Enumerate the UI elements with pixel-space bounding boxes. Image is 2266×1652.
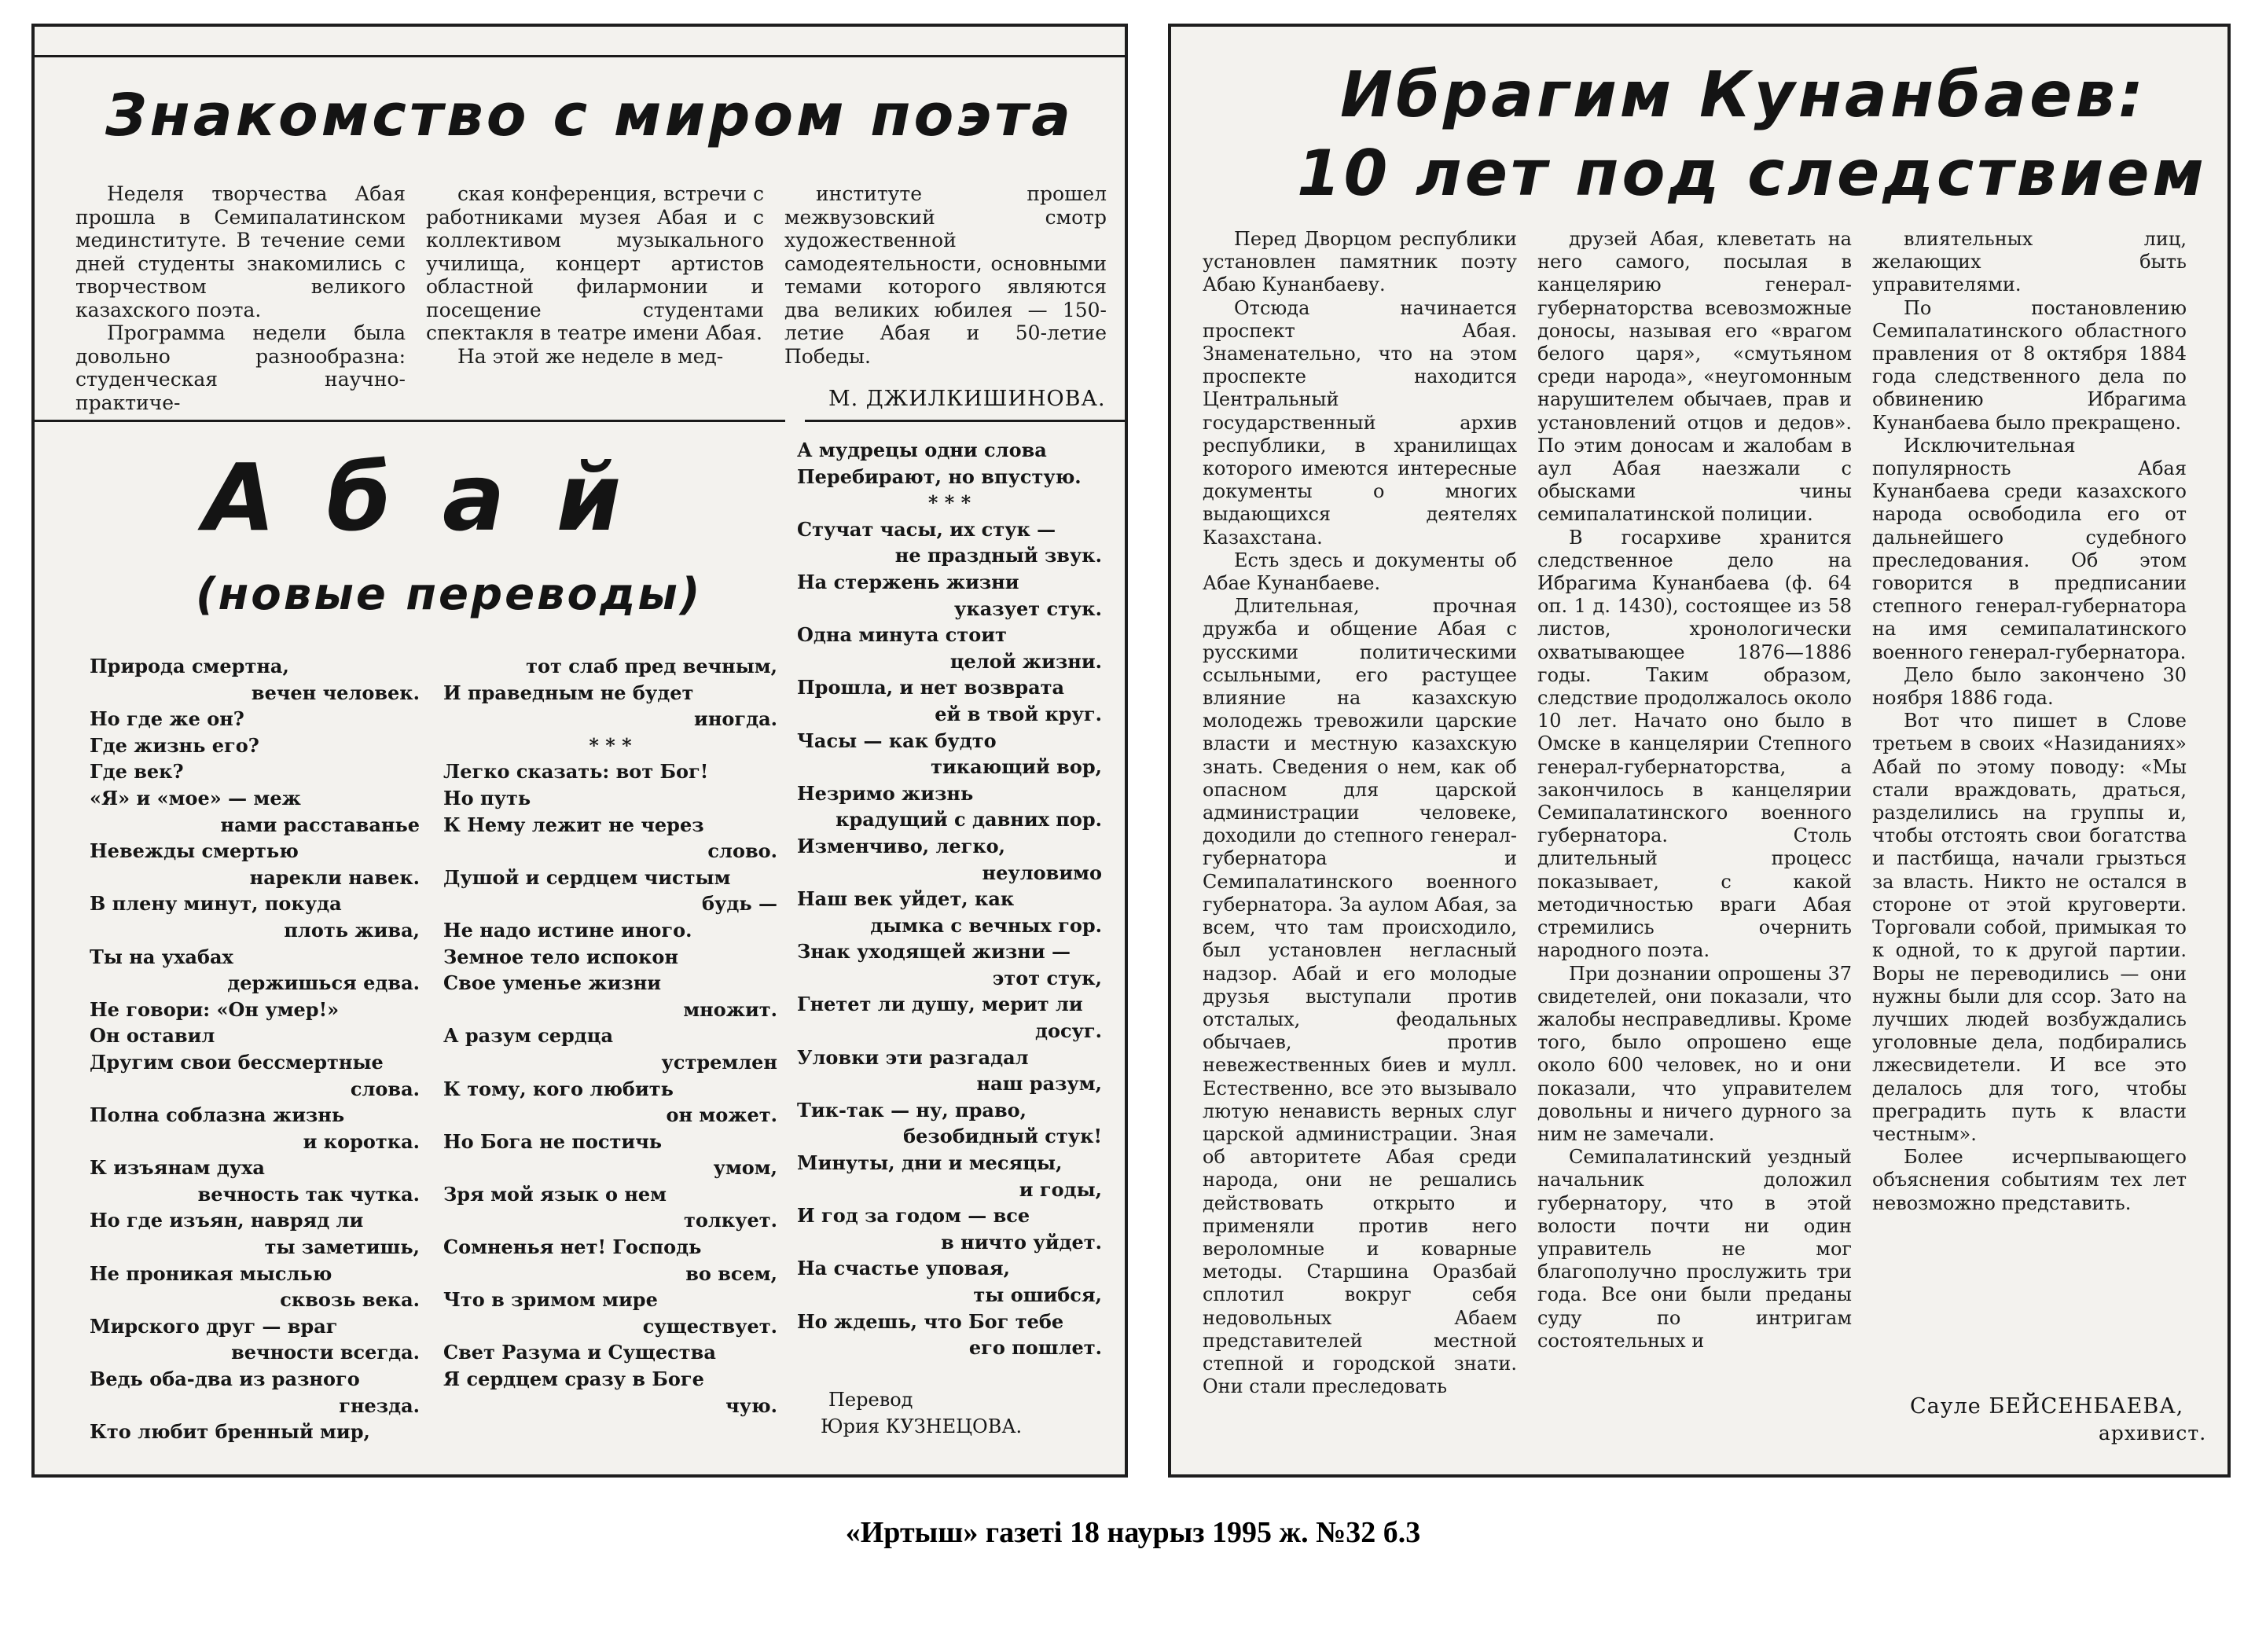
poem-line: нарекли навек. bbox=[249, 865, 420, 889]
article-headline-line-2: 10 лет под следствием bbox=[1297, 137, 2207, 210]
poem-column-3 bbox=[797, 437, 1102, 1441]
article-paragraph: Длительная, прочная дружба и общение Абая с русскими политическими ссыльными, его растущее влияние на казахскую молодежь тревожили царские власти и местную казахскую знать. Сведения о нем, как об опасном для царской администрации человеке, доходили до степного генерал-губернатора и Семипалатинского военного губернатора. За аулом Абая, за всем, что там происходило, был установлен негласный надзор. Абай и его молодые друзья выступали против отсталых, феодальных обычаев, против невежественных биев и мулл. Естественно, все это вызывало лютую ненависть верных слуг царской администрации. Зная об авторитете Абая среди народа, они не решались действовать открыто и применяли против него вероломные и коварные методы. Старшина Оразбай сплотил вокруг себя недовольных Абаем представителей местной степной и городской знати. Они стали преследовать bbox=[1203, 595, 1517, 1398]
poem-line: чую. bbox=[725, 1393, 777, 1417]
poem-line: Стучат часы, их стук — bbox=[797, 517, 1056, 541]
poem-column-2 bbox=[443, 653, 777, 1419]
article-paragraph: Неделя творчества Абая прошла в Семипалатинском мединституте. В течение семи дней студенты знакомились с творчеством великого казахского поэта. bbox=[75, 182, 406, 321]
article-paragraph: Более исчерпывающего объяснения событиям тех лет невозможно представить. bbox=[1872, 1146, 2187, 1214]
poem-line: этот стук, bbox=[992, 966, 1102, 989]
poem-line: А разум сердца bbox=[443, 1024, 614, 1048]
section-divider-rule-right bbox=[805, 420, 1125, 422]
signature-title: архивист. bbox=[2099, 1422, 2207, 1445]
poem-line: слово. bbox=[707, 839, 777, 863]
poem-column-1 bbox=[90, 653, 420, 1445]
poem-line: ты ошибся, bbox=[973, 1283, 1102, 1306]
article-paragraph: На этой же неделе в мед- bbox=[457, 344, 724, 368]
poem-line: Свет Разума и Существа bbox=[443, 1341, 716, 1364]
poem-line: В плену минут, покуда bbox=[90, 892, 342, 916]
article-paragraph: Дело было закончено 30 ноября 1886 года. bbox=[1872, 663, 2187, 710]
poem-line: досуг. bbox=[1034, 1019, 1102, 1043]
poem-line: и коротка. bbox=[303, 1129, 420, 1153]
page-caption: «Иртыш» газеті 18 наурыз 1995 ж. №32 б.3 bbox=[845, 1516, 1421, 1549]
article-paragraph: Есть здесь и документы об Абае Кунанбаеве. bbox=[1203, 549, 1517, 595]
poem-line: К Нему лежит не через bbox=[443, 813, 704, 836]
poem-line: Но путь bbox=[443, 786, 531, 809]
poem-line: Прошла, и нет возврата bbox=[797, 676, 1065, 699]
poem-line: Невежды смертью bbox=[90, 839, 299, 863]
article-paragraph: друзей Абая, клеветать на него самого, посылая в канцелярию генерал-губернаторства всевозможные доносы, называя его «врагом белого царя», «смутьяном среди народа», «неугомонным нарушителем обычаев, прав и установлений отцов и дедов». По этим доносам и жалобам в аул Абая наезжали с обысками чины семипалатинской полиции. bbox=[1537, 228, 1852, 526]
article-paragraph: Перед Дворцом республики установлен памятник поэту Абаю Кунанбаеву. bbox=[1203, 228, 1517, 296]
article-paragraph: В госархиве хранится следственное дело на Ибрагима Кунанбаева (ф. 64 оп. 1 д. 1430), состоящее из 58 листов, хронологически охватывающее 1876—1886 годы. Таким образом, следствие продолжалось около 10 лет. Начато оно было в Омске в канцелярии Степного генерал-губернаторства, а закончилось в канцелярии Семипалатинского военного губернатора. Столь длительный процесс показывает, с какой методичностью враги Абая стремились очернить народного поэта. bbox=[1537, 526, 1852, 962]
poem-line: плоть жива, bbox=[284, 918, 420, 942]
article-column-1 bbox=[1203, 228, 1517, 1398]
poem-line: вечен человек. bbox=[251, 681, 420, 704]
poem-line: Я сердцем сразу в Боге bbox=[443, 1367, 704, 1391]
poem-line: крадущий с давних пор. bbox=[836, 808, 1102, 832]
poem-line: Но где изъян, навряд ли bbox=[90, 1209, 364, 1232]
article-column-2 bbox=[426, 182, 764, 368]
poem-subtitle: (новые переводы) bbox=[196, 569, 703, 620]
poem-line: его пошлет. bbox=[968, 1336, 1102, 1360]
poem-line bbox=[797, 1361, 1102, 1388]
poem-line: ей в твой круг. bbox=[935, 702, 1102, 725]
poem-line: Мирского друг — враг bbox=[90, 1314, 338, 1338]
poem-line: нами расставанье bbox=[220, 813, 420, 836]
poem-line: сквозь века. bbox=[280, 1288, 420, 1312]
poem-line: Перевод bbox=[828, 1389, 913, 1412]
poem-line: На стержень жизни bbox=[797, 570, 1019, 593]
article-signature: М. ДЖИЛКИШИНОВА. bbox=[828, 387, 1106, 411]
poem-line: Наш век уйдет, как bbox=[797, 887, 1015, 911]
article-column-3 bbox=[1872, 228, 2187, 1215]
poem-line: На счастье уповая, bbox=[797, 1257, 1010, 1280]
poem-line: Он оставил bbox=[90, 1024, 215, 1048]
poem-line: иногда. bbox=[694, 707, 777, 731]
poem-line: «Я» и «мое» — меж bbox=[90, 786, 301, 809]
article-paragraph: ская конференция, встречи с работниками музея Абая и с коллективом музыкального училища, концерт артистов областной филармонии и посещение студентами спектакля в театре имени Абая. bbox=[426, 182, 764, 344]
poem-line: Одна минута стоит bbox=[797, 623, 1007, 647]
article-paragraph: Исключительная популярность Абая Кунанбаева среди казахского народа освободила его от дальнейшего судебного преследования. Об этом говорится в предписании степного генерал-губернатора на имя семипалатинского военного генерал-губернатора. bbox=[1872, 434, 2187, 663]
poem-line: толкует. bbox=[684, 1209, 777, 1232]
article-paragraph: влиятельных лиц, желающих быть управителями. bbox=[1872, 228, 2187, 296]
poem-line: Часы — как будто bbox=[797, 729, 997, 752]
poem-line: Полна соблазна жизнь bbox=[90, 1103, 345, 1127]
poem-line: Другим свои бессмертные bbox=[90, 1050, 384, 1074]
poem-line: И праведным не будет bbox=[443, 681, 694, 704]
poem-line: наш разум, bbox=[976, 1072, 1102, 1096]
top-rule bbox=[35, 55, 1125, 57]
poem-line: Земное тело испокон bbox=[443, 945, 678, 968]
article-paragraph: институте прошел межвузовский смотр художественной самодеятельности, основными темами которого являются два великих юбилея — 150-летие Абая и 50-летие Победы. bbox=[784, 182, 1107, 368]
article-headline-line-1: Ибрагим Кунанбаев: bbox=[1340, 58, 2147, 131]
article-column-2 bbox=[1537, 228, 1852, 1353]
poem-line: во всем, bbox=[685, 1261, 777, 1285]
poem-line: дымка с вечных гор. bbox=[870, 913, 1102, 937]
poem-line: вечности всегда. bbox=[231, 1341, 420, 1364]
poem-line: слова. bbox=[350, 1077, 420, 1100]
article-paragraph: При дознании опрошены 37 свидетелей, они показали, что жалобы несправедливы. Кроме того, было опрошено еще около 600 человек, но и они показали, что управителем довольны и ничего дурного за ним не замечали. bbox=[1537, 962, 1852, 1145]
poem-line: Природа смертна, bbox=[90, 655, 289, 677]
article-paragraph: Отсюда начинается проспект Абая. Знаменательно, что на этом проспекте находится Центральный государственный архив республики, в хранилищах которого имеются интересные документы о многих выдающихся деятелях Казахстана. bbox=[1203, 296, 1517, 549]
poem-line: он может. bbox=[666, 1103, 777, 1127]
article-column-3 bbox=[784, 182, 1107, 368]
poem-line: К изъянам духа bbox=[90, 1156, 265, 1180]
poem-line: неуловимо bbox=[982, 861, 1102, 884]
article-headline: Знакомство с миром поэта bbox=[105, 82, 1074, 149]
poem-line: Не надо истине иного. bbox=[443, 918, 692, 942]
poem-line: Гнетет ли душу, мерит ли bbox=[797, 993, 1083, 1016]
poem-separator: * * * bbox=[927, 491, 971, 515]
poem-line: Уловки эти разгадал bbox=[797, 1045, 1029, 1069]
poem-line: Свое уменье жизни bbox=[443, 971, 662, 995]
poem-line: Но Бога не постичь bbox=[443, 1129, 663, 1153]
poem-line: целой жизни. bbox=[949, 649, 1102, 673]
poem-line: гнезда. bbox=[339, 1393, 420, 1417]
poem-line: Зря мой язык о нем bbox=[443, 1182, 667, 1206]
poem-line: Изменчиво, легко, bbox=[797, 834, 1006, 857]
poem-line: вечность так чутка. bbox=[197, 1182, 420, 1206]
poem-line: держишься едва. bbox=[227, 971, 420, 995]
poem-line: Перебирают, но впустую. bbox=[797, 464, 1082, 488]
poem-line: тикающий вор, bbox=[931, 755, 1102, 779]
poem-line: существует. bbox=[642, 1314, 777, 1338]
article-paragraph: Семипалатинский уездный начальник доложил губернатору, что в этой волости почти ни один управитель не мог благополучно прослужить три года. Все они были преданы суду по интригам состоятельных и bbox=[1537, 1146, 1852, 1352]
poem-line: Душой и сердцем чистым bbox=[443, 865, 731, 889]
poem-line: множит. bbox=[683, 997, 777, 1021]
poem-line: Кто любит бренный мир, bbox=[90, 1420, 370, 1444]
poem-line: И год за годом — все bbox=[797, 1204, 1030, 1228]
section-divider-rule bbox=[35, 420, 785, 422]
poem-line: умом, bbox=[713, 1156, 777, 1180]
poem-line: тот слаб пред вечным, bbox=[526, 655, 777, 677]
signature-name: Сауле БЕЙСЕНБАЕВА, bbox=[1910, 1394, 2184, 1419]
article-paragraph: Вот что пишет в Слове третьем в своих «Назиданиях» Абай по этому поводу: «Мы стали враждовать, драться, разделились на группы и, чтобы отстоять свои богатства и пастбища, начали грызться за власть. Никто не остался в стороне от этой круговерти. Торговали собой, примыкая то к одной, то к другой партии. Воры не переводились — они нужны были для ссор. Зато на лучших людей возбуждались уголовные дела, подбирались лжесвидетели. И все это делалось для того, чтобы преградить путь к власти честным». bbox=[1872, 710, 2187, 1145]
poem-line: Минуты, дни и месяцы, bbox=[797, 1151, 1063, 1175]
article-paragraph: По постановлению Семипалатинского областного правления от 8 октября 1884 года следственного дела по обвинению Ибрагима Кунанбаева было прекращено. bbox=[1872, 296, 2187, 434]
poem-line: устремлен bbox=[661, 1050, 777, 1074]
poem-line: Юрия КУЗНЕЦОВА. bbox=[821, 1415, 1023, 1437]
poem-separator: * * * bbox=[589, 733, 632, 757]
poem-line: Тик-так — ну, право, bbox=[797, 1098, 1026, 1122]
left-newspaper-clipping bbox=[31, 24, 1128, 1478]
poem-line: Сомненья нет! Господь bbox=[443, 1235, 702, 1259]
poem-line: Не проникая мыслью bbox=[90, 1261, 332, 1285]
poem-line: Ты на ухабах bbox=[90, 945, 233, 968]
poem-line: ты заметишь, bbox=[264, 1235, 420, 1259]
poem-line: Что в зримом мире bbox=[443, 1288, 658, 1312]
poem-line: Но где же он? bbox=[90, 707, 244, 731]
right-newspaper-clipping bbox=[1168, 24, 2231, 1478]
poem-line: в ничто уйдет. bbox=[941, 1230, 1102, 1254]
poem-line: безобидный стук! bbox=[903, 1125, 1102, 1148]
poem-line: А мудрецы одни слова bbox=[797, 439, 1047, 461]
poem-title: А б а й bbox=[204, 443, 631, 552]
poem-line: Не говори: «Он умер!» bbox=[90, 997, 340, 1021]
poem-line: Знак уходящей жизни — bbox=[797, 940, 1071, 964]
article-column-1 bbox=[75, 182, 406, 414]
poem-line: будь — bbox=[701, 892, 777, 916]
poem-line: К тому, кого любить bbox=[443, 1077, 674, 1100]
poem-line: указует стук. bbox=[954, 597, 1102, 620]
poem-line: не праздный звук. bbox=[894, 544, 1102, 567]
poem-line: Незримо жизнь bbox=[797, 781, 974, 805]
poem-line: Ведь оба-два из разного bbox=[90, 1367, 360, 1391]
poem-line: Где век? bbox=[90, 760, 184, 784]
poem-line: Легко сказать: вот Бог! bbox=[443, 760, 709, 784]
poem-line: и годы, bbox=[1019, 1177, 1102, 1201]
poem-line: Но ждешь, что Бог тебе bbox=[797, 1309, 1064, 1333]
poem-line: Где жизнь его? bbox=[90, 733, 259, 757]
article-paragraph: Программа недели была довольно разнообразна: студенческая научно-практиче- bbox=[75, 321, 406, 414]
